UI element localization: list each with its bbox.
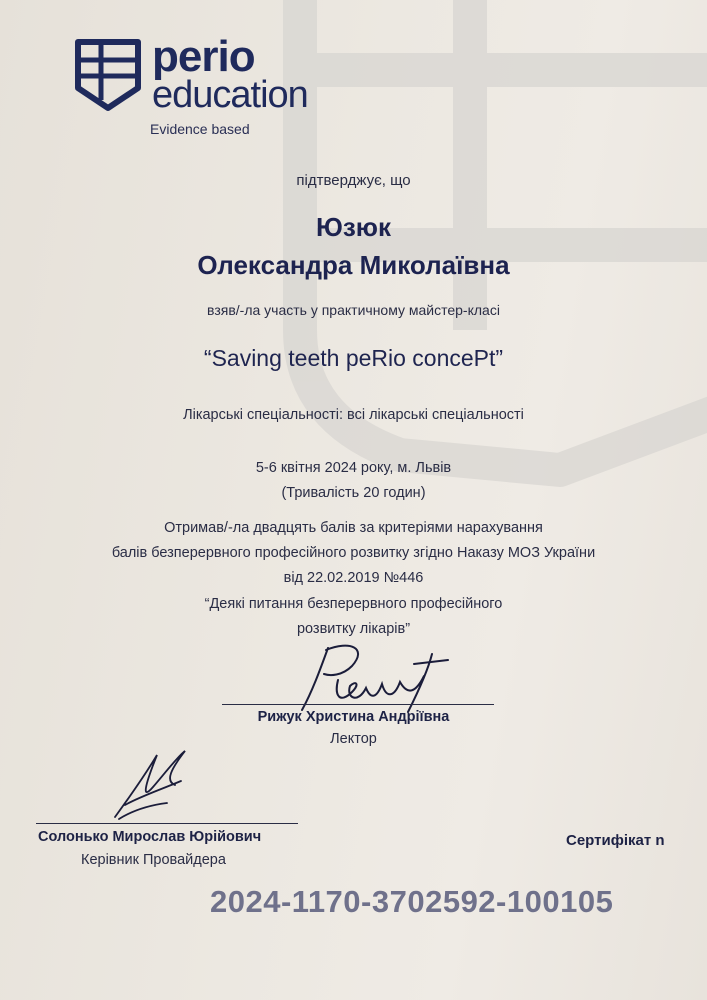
duration: (Тривалість 20 годин) xyxy=(281,485,426,501)
brand-tagline: Evidence based xyxy=(150,121,250,137)
certificate-label: Сертифікат n xyxy=(566,832,665,849)
course-title: “Saving teeth peRio concePt” xyxy=(203,345,504,371)
director-name: Солонько Мирослав Юрійович xyxy=(38,829,262,845)
director-signature-line xyxy=(36,823,298,824)
recipient-given-names: Олександра Миколаївна xyxy=(197,250,510,280)
lecturer-name: Рижук Христина Андріївна xyxy=(257,709,450,725)
brand-logo xyxy=(74,32,374,148)
credits-line: розвитку лікарів” xyxy=(296,621,411,637)
director-role: Керівник Провайдера xyxy=(81,852,226,868)
confirms-text: підтверджує, що xyxy=(296,172,411,189)
lecturer-signature-line xyxy=(222,704,494,705)
credits-line: “Деякі питання безперервного професійного xyxy=(204,596,503,612)
date-place: 5-6 квітня 2024 року, м. Львів xyxy=(255,460,452,476)
credits-line: Отримав/-ла двадцять балів за критеріями нарахування xyxy=(164,520,543,536)
recipient-surname: Юзюк xyxy=(316,212,391,242)
certificate-number: 2024-1170-3702592-100105 xyxy=(210,884,614,919)
brand-name-line2: education xyxy=(152,74,308,116)
perio-shield-icon xyxy=(74,38,142,112)
credits-line: балів безперервного професійного розвитку згідно Наказу МОЗ України xyxy=(111,545,596,561)
brand-name-line1: perio xyxy=(152,32,255,81)
credits-line: від 22.02.2019 №446 xyxy=(283,570,424,586)
lecturer-role: Лектор xyxy=(330,731,377,747)
specialties-text: Лікарські спеціальності: всі лікарські спеціальності xyxy=(183,407,524,423)
participation-text: взяв/-ла участь у практичному майстер-класі xyxy=(207,302,500,318)
director-signature xyxy=(105,745,195,823)
